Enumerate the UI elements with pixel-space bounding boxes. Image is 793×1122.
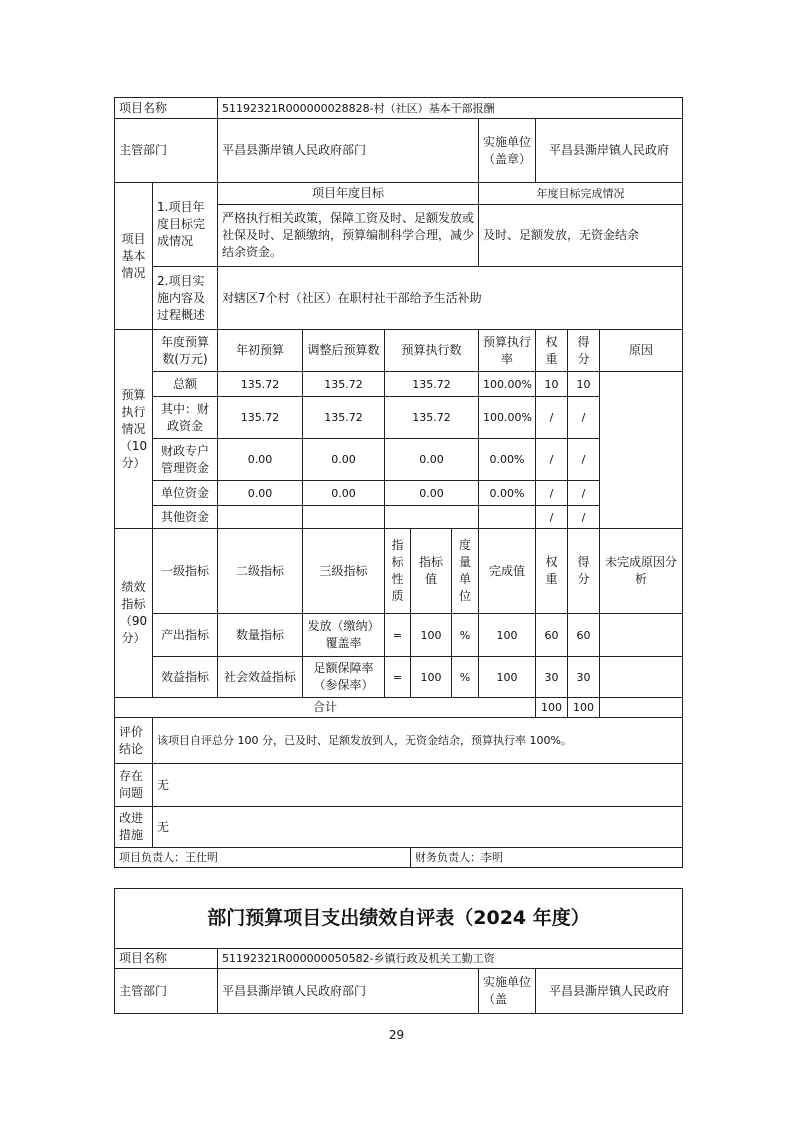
impl-label: 实施单位（盖 [479, 969, 536, 1014]
perf-cell: 30 [568, 657, 600, 698]
improve: 无 [153, 807, 683, 848]
project-name: 51192321R000000050582-乡镇行政及机关工勤工资 [218, 949, 683, 969]
budget-cell [218, 506, 303, 529]
budget-row-label: 单位资金 [153, 481, 218, 506]
budget-cell: 0.00 [385, 439, 479, 481]
completion-text: 及时、足额发放，无资金结余 [479, 205, 683, 267]
conclusion-label: 评价结论 [115, 718, 153, 764]
budget-cell: / [536, 481, 568, 506]
budget-header: 预算执行数 [385, 330, 479, 372]
self-evaluation-table [114, 97, 683, 868]
perf-cell [600, 657, 683, 698]
perf-cell: 社会效益指标 [218, 657, 303, 698]
perf-cell: 30 [536, 657, 568, 698]
perf-cell: 100 [479, 614, 536, 657]
budget-cell: 135.72 [385, 372, 479, 397]
budget-cell: 0.00 [218, 439, 303, 481]
perf-header: 指标值 [411, 529, 452, 614]
budget-cell: 0.00% [479, 481, 536, 506]
budget-cell: / [536, 397, 568, 439]
budget-row-label: 其他资金 [153, 506, 218, 529]
budget-cell: 135.72 [218, 372, 303, 397]
content-label: 2.项目实施内容及过程概述 [153, 267, 218, 330]
budget-cell: 100.00% [479, 372, 536, 397]
budget-cell: / [536, 506, 568, 529]
budget-header: 调整后预算数 [303, 330, 385, 372]
budget-label: 预算执行情况（10分） [115, 330, 153, 529]
perf-cell: 100 [479, 657, 536, 698]
total-score: 100 [568, 698, 600, 718]
perf-cell: 60 [536, 614, 568, 657]
budget-header: 年度预算数(万元) [153, 330, 218, 372]
dept: 平昌县澌岸镇人民政府部门 [218, 119, 479, 183]
budget-cell: 10 [536, 372, 568, 397]
perf-header: 一级指标 [153, 529, 218, 614]
perf-header: 权重 [536, 529, 568, 614]
budget-row-label: 总额 [153, 372, 218, 397]
perf-header: 二级指标 [218, 529, 303, 614]
budget-row-label: 财政专户管理资金 [153, 439, 218, 481]
dept: 平昌县澌岸镇人民政府部门 [218, 969, 479, 1014]
budget-cell: 135.72 [385, 397, 479, 439]
issues-label: 存在问题 [115, 764, 153, 807]
goal-label: 1.项目年度目标完成情况 [153, 183, 218, 267]
budget-cell: 0.00% [479, 439, 536, 481]
perf-cell: 100 [411, 657, 452, 698]
perf-header: 度量单位 [452, 529, 479, 614]
improve-label: 改进措施 [115, 807, 153, 848]
budget-cell: 0.00 [385, 481, 479, 506]
dept-label: 主管部门 [115, 119, 218, 183]
budget-cell: 0.00 [303, 439, 385, 481]
total-weight: 100 [536, 698, 568, 718]
perf-cell: 数量指标 [218, 614, 303, 657]
budget-header: 得分 [568, 330, 600, 372]
budget-cell: / [568, 506, 600, 529]
perf-label: 绩效指标（90分） [115, 529, 153, 698]
budget-header: 预算执行率 [479, 330, 536, 372]
conclusion: 该项目自评总分 100 分，已及时、足额发放到人，无资金结余，预算执行率 100%。 [153, 718, 683, 764]
budget-cell: / [536, 439, 568, 481]
perf-cell: 60 [568, 614, 600, 657]
reason-cell [600, 372, 683, 529]
perf-header: 得分 [568, 529, 600, 614]
budget-header: 年初预算 [218, 330, 303, 372]
budget-cell [385, 506, 479, 529]
budget-cell: 135.72 [218, 397, 303, 439]
budget-cell: 0.00 [218, 481, 303, 506]
budget-cell: 135.72 [303, 372, 385, 397]
impl: 平昌县澌岸镇人民政府 [536, 969, 683, 1014]
budget-cell: / [568, 439, 600, 481]
total-label: 合计 [115, 698, 536, 718]
perf-cell: = [385, 614, 411, 657]
total-reason [600, 698, 683, 718]
project-name-label: 项目名称 [115, 949, 218, 969]
goal-header: 项目年度目标 [218, 183, 479, 205]
budget-cell: 100.00% [479, 397, 536, 439]
perf-cell: 产出指标 [153, 614, 218, 657]
perf-header: 三级指标 [303, 529, 385, 614]
budget-cell: / [568, 481, 600, 506]
budget-row-label: 其中：财政资金 [153, 397, 218, 439]
impl-label: 实施单位（盖章） [479, 119, 536, 183]
budget-cell [479, 506, 536, 529]
budget-header: 原因 [600, 330, 683, 372]
perf-cell [600, 614, 683, 657]
perf-header: 未完成原因分析 [600, 529, 683, 614]
dept-label: 主管部门 [115, 969, 218, 1014]
budget-cell: 0.00 [303, 481, 385, 506]
content-text: 对辖区7个村（社区）在职村社干部给予生活补助 [218, 267, 683, 330]
page-number: 29 [388, 1028, 405, 1042]
project-lead: 项目负责人：王仕明 [115, 848, 411, 868]
impl: 平昌县澌岸镇人民政府 [536, 119, 683, 183]
project-name-label: 项目名称 [115, 98, 218, 119]
budget-cell: 135.72 [303, 397, 385, 439]
self-evaluation-table-2 [114, 888, 683, 1014]
perf-cell: 效益指标 [153, 657, 218, 698]
finance-lead: 财务负责人：李明 [411, 848, 683, 868]
perf-cell: % [452, 614, 479, 657]
perf-header: 指标性质 [385, 529, 411, 614]
budget-cell: 10 [568, 372, 600, 397]
perf-cell: 100 [411, 614, 452, 657]
perf-cell: % [452, 657, 479, 698]
issues: 无 [153, 764, 683, 807]
budget-cell [303, 506, 385, 529]
perf-cell: = [385, 657, 411, 698]
budget-header: 权重 [536, 330, 568, 372]
project-name: 51192321R000000028828-村（社区）基本干部报酬 [218, 98, 683, 119]
budget-cell: / [568, 397, 600, 439]
goal-text: 严格执行相关政策，保障工资及时、足额发放或社保及时、足额缴纳，预算编制科学合理，减少结余资金。 [218, 205, 479, 267]
perf-cell: 发放（缴纳）覆盖率 [303, 614, 385, 657]
completion-header: 年度目标完成情况 [479, 183, 683, 205]
perf-header: 完成值 [479, 529, 536, 614]
perf-cell: 足额保障率（参保率） [303, 657, 385, 698]
basic-label: 项目基本情况 [115, 183, 153, 330]
form-title: 部门预算项目支出绩效自评表（2024 年度） [115, 889, 683, 949]
